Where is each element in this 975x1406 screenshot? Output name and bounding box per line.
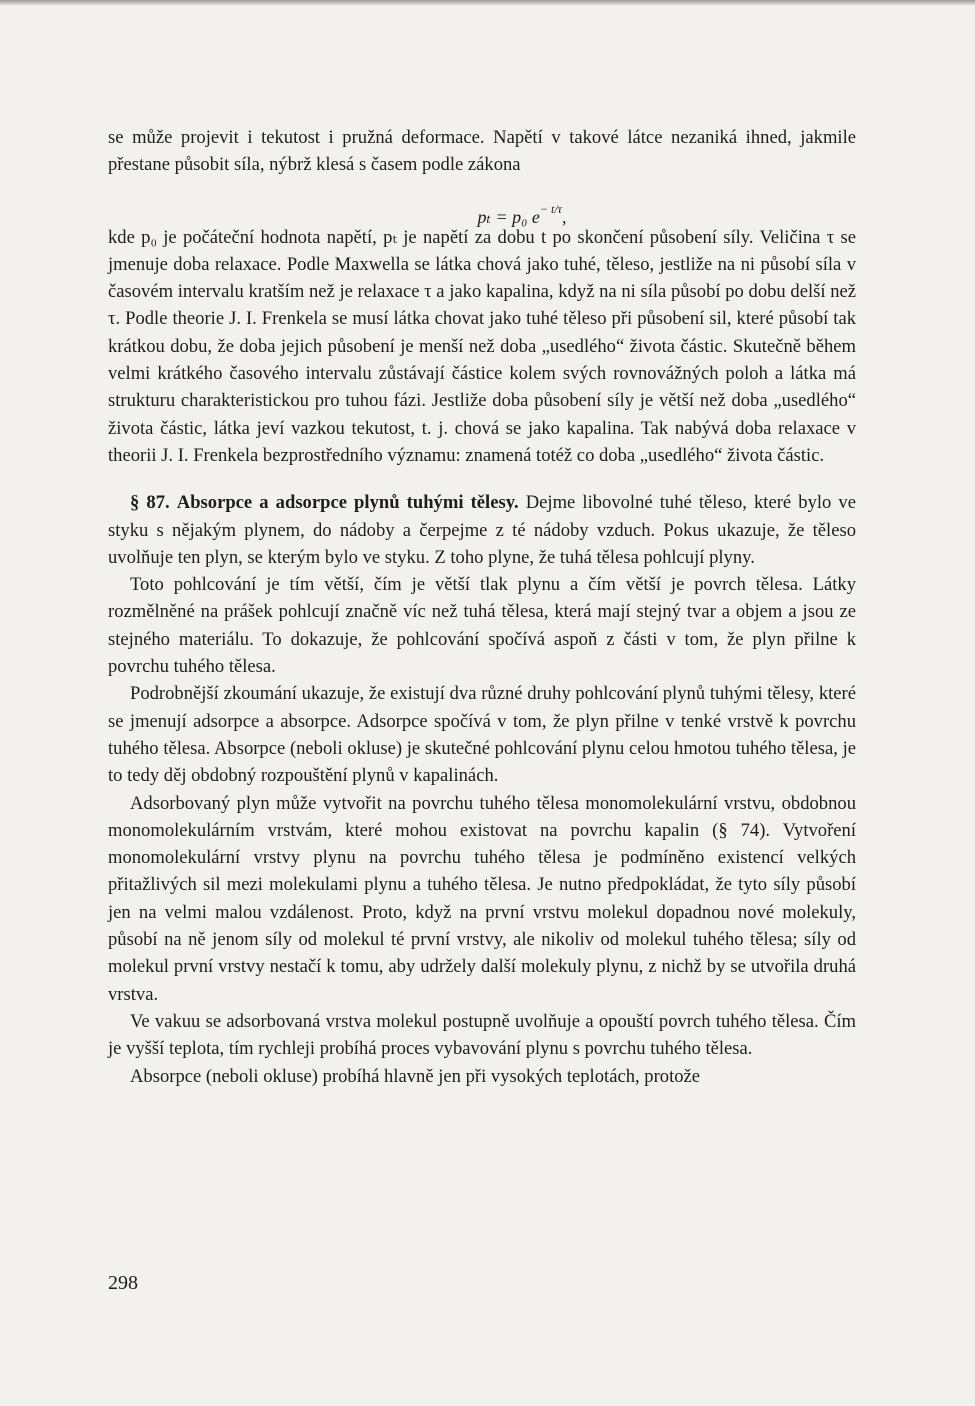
paragraph-3: Adsorbovaný plyn může vytvořit na povrchu tuhého tělesa monomolekulární vrstvu, obdobnou monomolekulárním vrstvám, které mohou existovat na povrchu kapalin (§ 74). Vytvoření monomolekulární vrstvy plynu na povrchu tuhého tělesa je podmíněno existencí velkých přitažlivých sil mezi molekulami plynu a tuhého tělesa. Je nutno předpokládat, že tyto síly působí jen na velmi malou vzdálenost. Proto, když na první vrstvu molekul dopadnou nové molekuly, působí na ně jenom síly od molekul té první vrstvy, ale nikoliv od molekul tuhého tělesa; síly od molekul první vrstvy nestačí k tomu, aby udržely další molekuly plynu, z nichž by se utvořila druhá vrstva. bbox=[108, 792, 856, 1005]
formula-suffix: , bbox=[561, 206, 567, 227]
formula-exponent: − t/τ bbox=[539, 201, 562, 216]
paragraph-4: Ve vakuu se adsorbovaná vrstva molekul postupně uvolňuje a opouští povrch tuhého tělesa. Čím je vyšší teplota, tím rychleji probíhá proces vybavování plynu s povrchu tuhého tělesa. bbox=[108, 1010, 856, 1060]
paragraph-intro: se může projevit i tekutost i pružná deformace. Napětí v takové látce nezaniká ihned, jakmile přestane působit síla, nýbrž klesá s časem podle zákona bbox=[108, 127, 856, 176]
section-number: § 87. bbox=[130, 492, 170, 514]
section-title: Absorpce a adsorpce plynů tuhými tělesy. bbox=[176, 492, 519, 514]
formula-relaxation bbox=[108, 179, 856, 227]
paragraph-1: Toto pohlcování je tím větší, čím je větší tlak plynu a čím větší je povrch tělesa. Látky rozmělněné na prášek pohlcují značně víc než tuhá tělesa, která mají stejný tvar a objem a jsou ze stejného materiálu. To dokazuje, že pohlcování spočívá aspoň z části v tom, že plyn přilne k povrchu tuhého tělesa. bbox=[108, 574, 856, 678]
section-heading-paragraph bbox=[108, 489, 856, 571]
page-body bbox=[108, 124, 856, 1090]
page-number: 298 bbox=[108, 1272, 138, 1294]
page-top-edge bbox=[0, 0, 975, 6]
paragraph-5: Absorpce (neboli okluse) probíhá hlavně jen při vysokých teplotách, protože bbox=[130, 1065, 701, 1087]
section-intro: Dejme libovolné tuhé těleso, které bylo ve styku s nějakým plynem, do nádoby a čerpejme z té nádoby vzduch. Pokus ukazuje, že těleso uvolňuje ten plyn, se kterým bylo ve styku. Z toho plyne, že tuhá tělesa pohlcují plyny. bbox=[108, 492, 856, 568]
formula-base: pₜ = p₀ e bbox=[477, 206, 540, 227]
paragraph-after-formula: kde p₀ je počáteční hodnota napětí, pₜ je napětí za dobu t po skončení působení síly. Veličina τ se jmenuje doba relaxace. Podle Maxwella se látka chová jako tuhé, těleso, jestliže na ni působí síla v časovém intervalu kratším než je relaxace τ a jako kapalina, když na ni síla působí po dobu delší než τ. Podle theorie J. I. Frenkela se musí látka chovat jako tuhé těleso při působení sil, které působí tak krátkou dobu, že doba jejich působení je menší než doba „usedlého“ života částic. Skutečně během velmi krátkého časového intervalu zůstávají částice kolem svých rovnovážných poloh a látka má strukturu charakteristickou pro tuhou fázi. Jestliže doba působení síly je větší než doba „usedlého“ života částic, látka jeví vazkou tekutost, t. j. chová se jako kapalina. Tak nabývá doba relaxace v theorii J. I. Frenkela bezprostředního významu: znamená totéž co doba „usedlého“ života částic. bbox=[108, 226, 856, 466]
paragraph-2: Podrobnější zkoumání ukazuje, že existují dva různé druhy pohlcování plynů tuhými tělesy, které se jmenují adsorpce a absorpce. Adsorpce spočívá v tom, že plyn přilne v tenké vrstvě k povrchu tuhého tělesa. Absorpce (neboli okluse) je skutečné pohlcování plynu celou hmotou tuhého tělesa, je to tedy děj obdobný rozpouštění plynů v kapalinách. bbox=[108, 683, 856, 787]
